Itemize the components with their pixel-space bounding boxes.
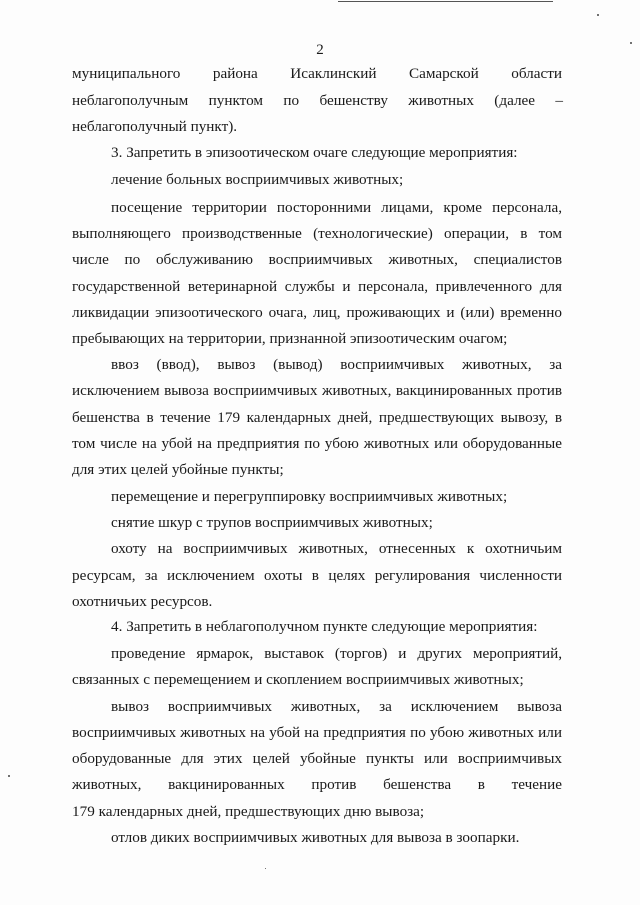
text-line: перемещение и перегруппировку восприимчивых животных;	[111, 488, 508, 505]
text-line: связанных с перемещением и скоплением восприимчивых животных;	[72, 671, 524, 688]
top-rule	[338, 1, 553, 2]
text-line: посещение территории посторонними лицами, кроме персонала,	[111, 199, 562, 216]
scan-speck	[597, 14, 599, 16]
text-line: для этих целей убойные пункты;	[72, 461, 284, 478]
text-line: ликвидации эпизоотического очага, лиц, проживающих и (или) временно	[72, 304, 562, 321]
text-line: муниципального района Исаклинский Самарской области	[72, 65, 562, 82]
text-line: животных, вакцинированных против бешенства в течение	[72, 776, 562, 793]
text-line: исключением вывоза восприимчивых животных, вакцинированных против	[72, 382, 562, 399]
text-line: охотничьих ресурсов.	[72, 593, 213, 610]
text-line: неблагополучным пунктом по бешенству животных (далее –	[72, 92, 563, 109]
page-number: 2	[316, 42, 324, 58]
scan-speck	[265, 868, 266, 869]
text-line: вывоз восприимчивых животных, за исключением вывоза	[111, 698, 562, 715]
text-line: ресурсам, за исключением охоты в целях регулирования численности	[72, 567, 562, 584]
text-line: охоту на восприимчивых животных, отнесенных к охотничьим	[111, 540, 562, 557]
text-line: выполняющего производственные (технологические) операции, в том	[72, 225, 562, 242]
text-line: бешенства в течение 179 календарных дней, предшествующих вывозу, в	[72, 409, 562, 426]
text-line: отлов диких восприимчивых животных для вывоза в зоопарки.	[111, 829, 520, 846]
text-line: числе по обслуживанию восприимчивых животных, специалистов	[72, 251, 562, 268]
text-line: лечение больных восприимчивых животных;	[111, 171, 404, 188]
text-line: оборудованные для этих целей убойные пункты или восприимчивых	[72, 750, 562, 767]
text-line: ввоз (ввод), вывоз (вывод) восприимчивых животных, за	[111, 356, 562, 373]
text-line: государственной ветеринарной службы и персонала, привлеченного для	[72, 278, 562, 295]
scan-speck	[8, 775, 10, 777]
text-line: неблагополучный пункт).	[72, 118, 238, 135]
text-line: 3. Запретить в эпизоотическом очаге следующие мероприятия:	[111, 144, 518, 161]
text-line: 179 календарных дней, предшествующих дню вывоза;	[72, 803, 425, 820]
text-line: снятие шкур с трупов восприимчивых животных;	[111, 514, 433, 531]
text-line: 4. Запретить в неблагополучном пункте следующие мероприятия:	[111, 618, 538, 635]
text-line: восприимчивых животных на убой на предприятия по убою животных или	[72, 724, 562, 741]
text-line: проведение ярмарок, выставок (торгов) и других мероприятий,	[111, 645, 562, 662]
scan-speck	[630, 42, 632, 44]
text-line: том числе на убой на предприятия по убою животных или оборудованные	[72, 435, 562, 452]
text-line: пребывающих на территории, признанной эпизоотическим очагом;	[72, 330, 508, 347]
